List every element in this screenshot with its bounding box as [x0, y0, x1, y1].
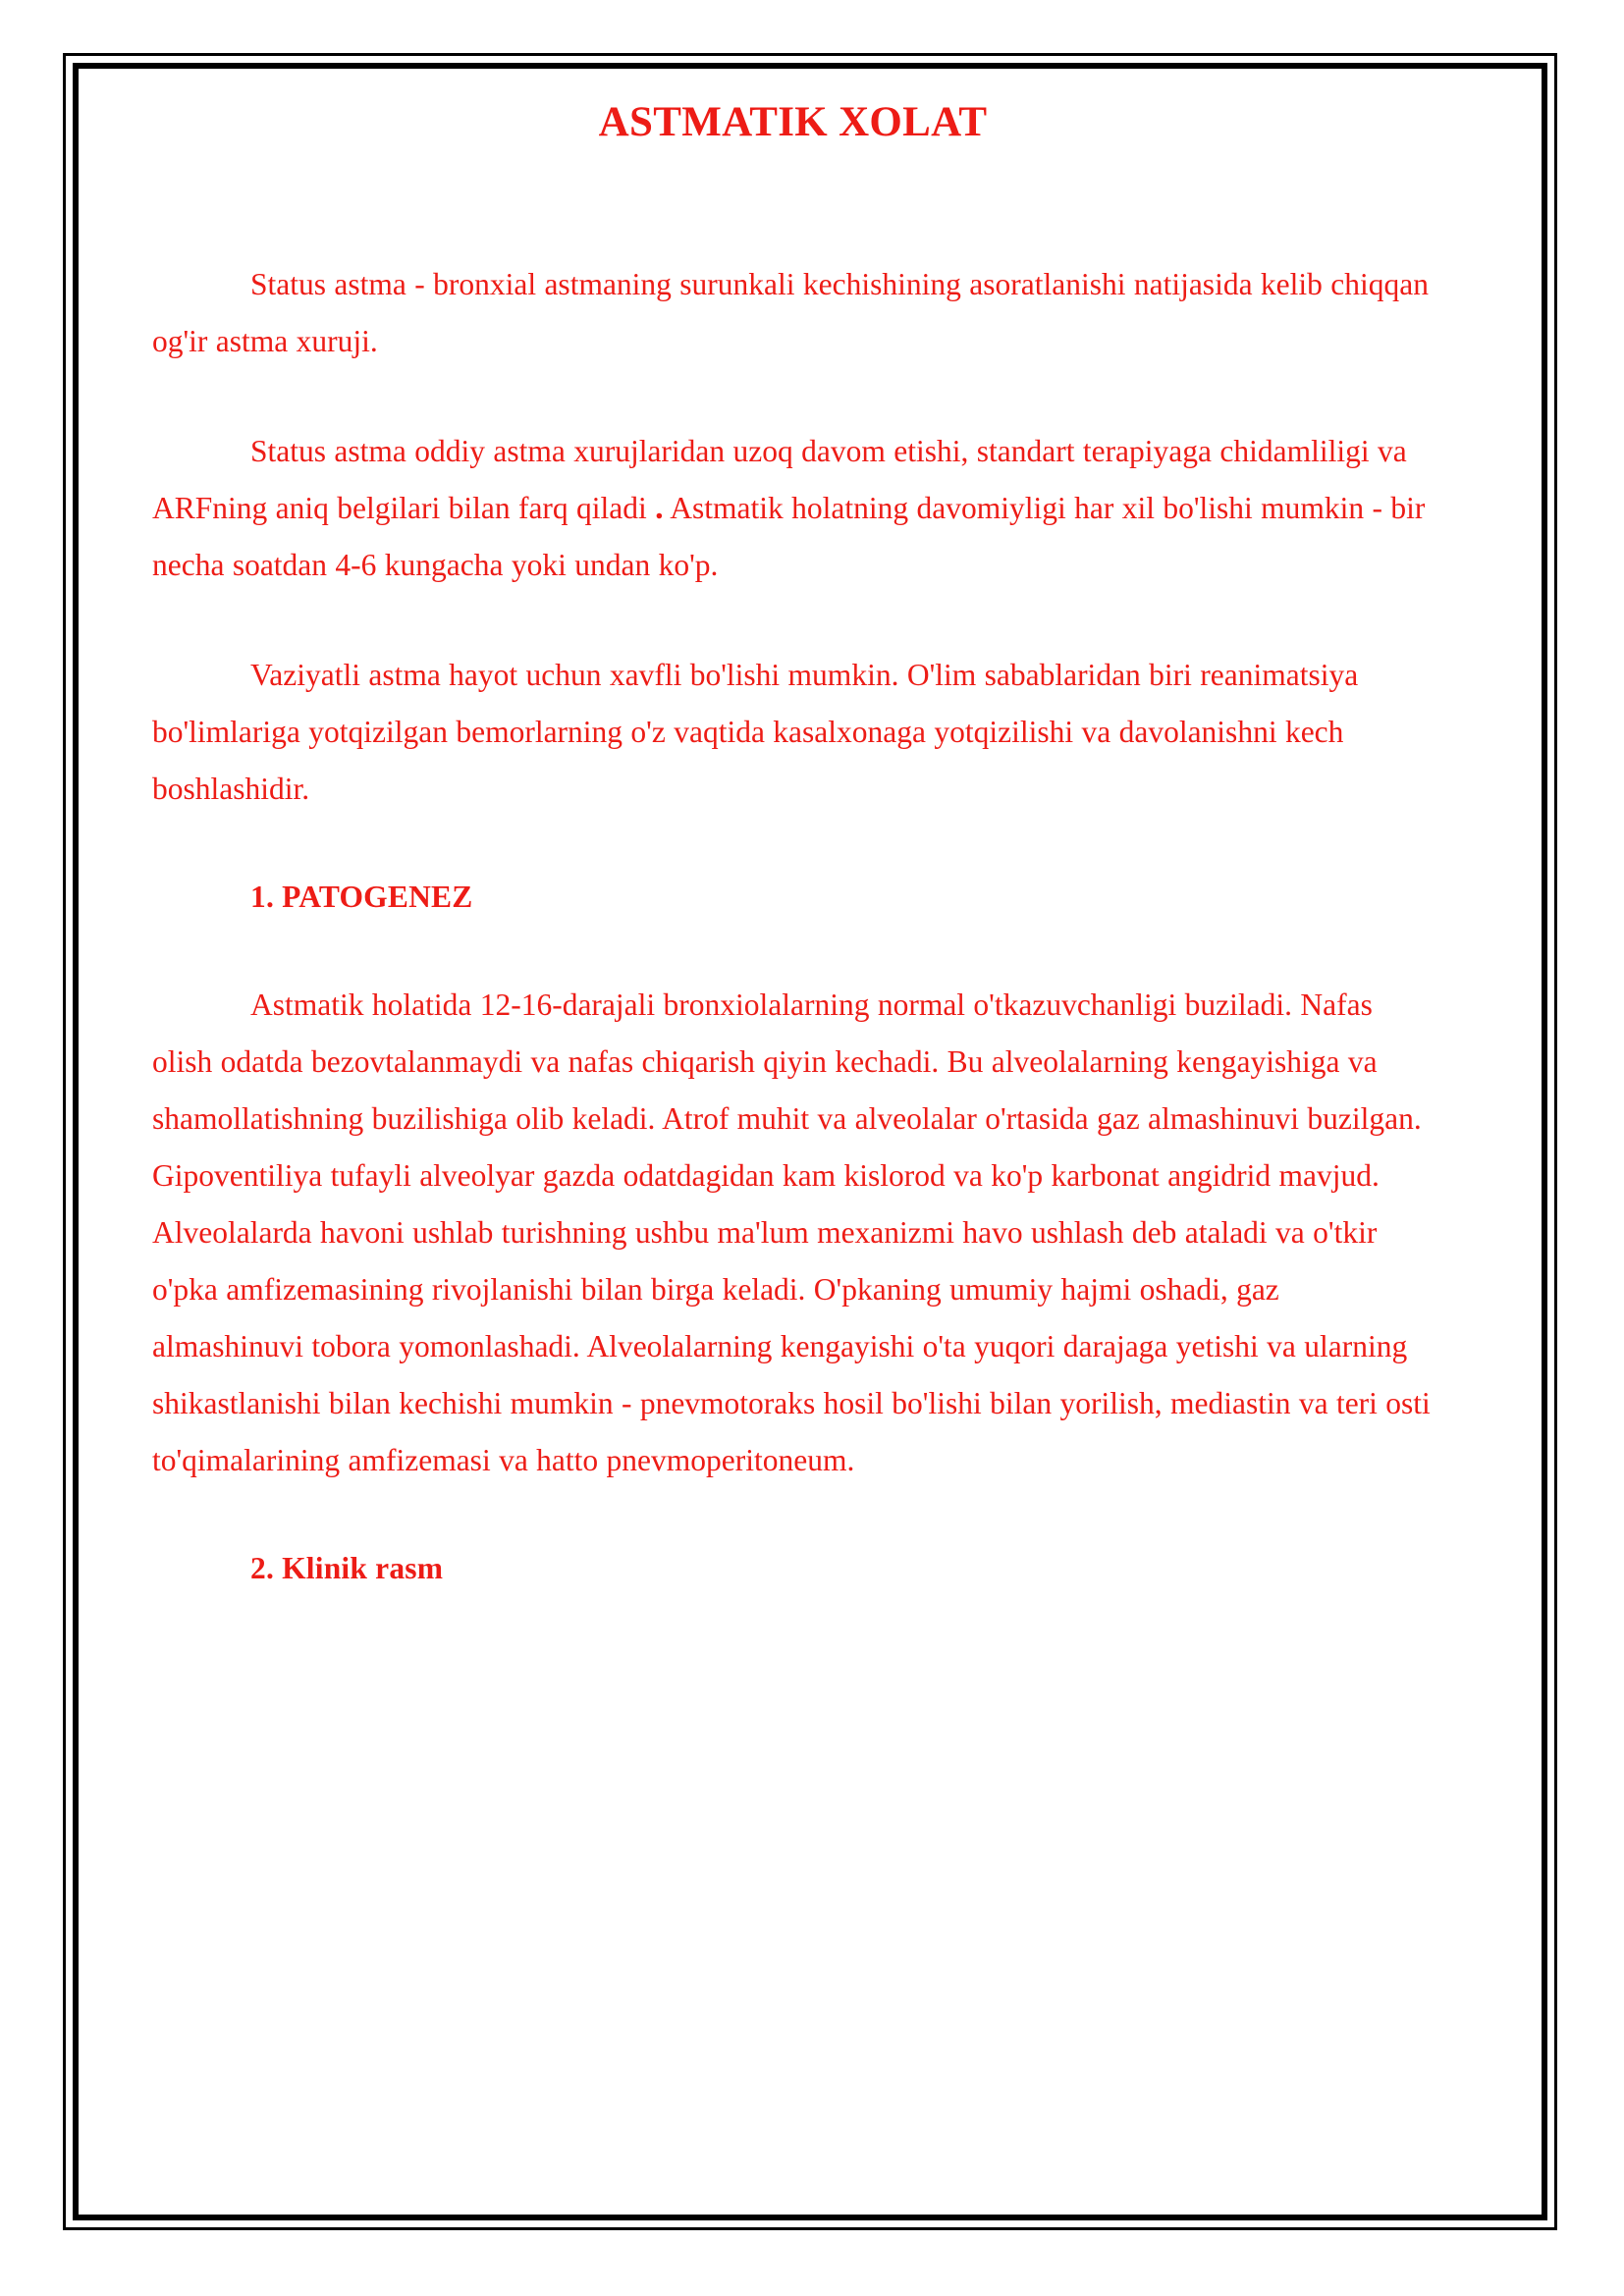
paragraph-gap	[152, 1489, 1434, 1540]
paragraph-mortality: Vaziyatli astma hayot uchun xavfli bo'lishi mumkin. O'lim sabablaridan biri reanimatsiya bo'limlariga yotqizilgan bemorlarning o'z vaqtida kasalxonaga yotqizilishi va davolanishni kech boshlashidir.	[152, 658, 1359, 807]
paragraph-duration-part-b: Astmatik holatning davomiyligi har xil bo'lishi mumkin - bir necha soatdan 4-6 kungacha yoki undan ko'p.	[152, 491, 1426, 583]
paragraph-intro-definition: Status astma - bronxial astmaning surunkali kechishining asoratlanishi natijasida kelib chiqqan og'ir astma xuruji.	[152, 267, 1430, 359]
section-heading-patogenez: 1. PATOGENEZ	[250, 880, 473, 915]
paragraph-duration-emphasis-period: .	[655, 490, 664, 527]
paragraph-duration-part-a: Status astma oddiy astma xurujlaridan uzoq davom etishi, standart terapiyaga chidamliligi va ARFning aniq belgilari bilan farq qiladi	[152, 434, 1407, 526]
paragraph-gap	[152, 370, 1434, 423]
document-content	[152, 63, 1434, 1597]
paragraph-gap	[152, 818, 1434, 869]
title-spacer	[152, 146, 1434, 256]
paragraph-duration	[152, 423, 1434, 594]
paragraph-pathogenesis-body: Astmatik holatida 12-16-darajali bronxiolalarning normal o'tkazuvchanligi buziladi. Nafas olish odatda bezovtalanmaydi va nafas chiqarish qiyin kechadi. Bu alveolalarning kengayishiga va shamollatishning buzilishiga olib keladi. Atrof muhit va alveolalar o'rtasida gaz almashinuvi buzilgan. Gipoventiliya tufayli alveolyar gazda odatdagidan kam kislorod va ko'p karbonat angidrid mavjud. Alveolalarda havoni ushlab turishning ushbu ma'lum mexanizmi havo ushlash deb ataladi va o'tkir o'pka amfizemasining rivojlanishi bilan birga keladi. O'pkaning umumiy hajmi oshadi, gaz almashinuvi tobora yomonlashadi. Alveolalarning kengayishi o'ta yuqori darajaga yetishi va ularning shikastlanishi bilan kechishi mumkin - pnevmotoraks hosil bo'lishi bilan yorilish, mediastin va teri osti to'qimalarining amfizemasi va hatto pnevmoperitoneum.	[152, 988, 1431, 1478]
section-heading-klinik-rasm: 2. Klinik rasm	[250, 1551, 444, 1586]
paragraph-gap	[152, 926, 1434, 977]
paragraph-gap	[152, 594, 1434, 647]
page-title: ASTMATIK XOLAT	[598, 99, 988, 145]
